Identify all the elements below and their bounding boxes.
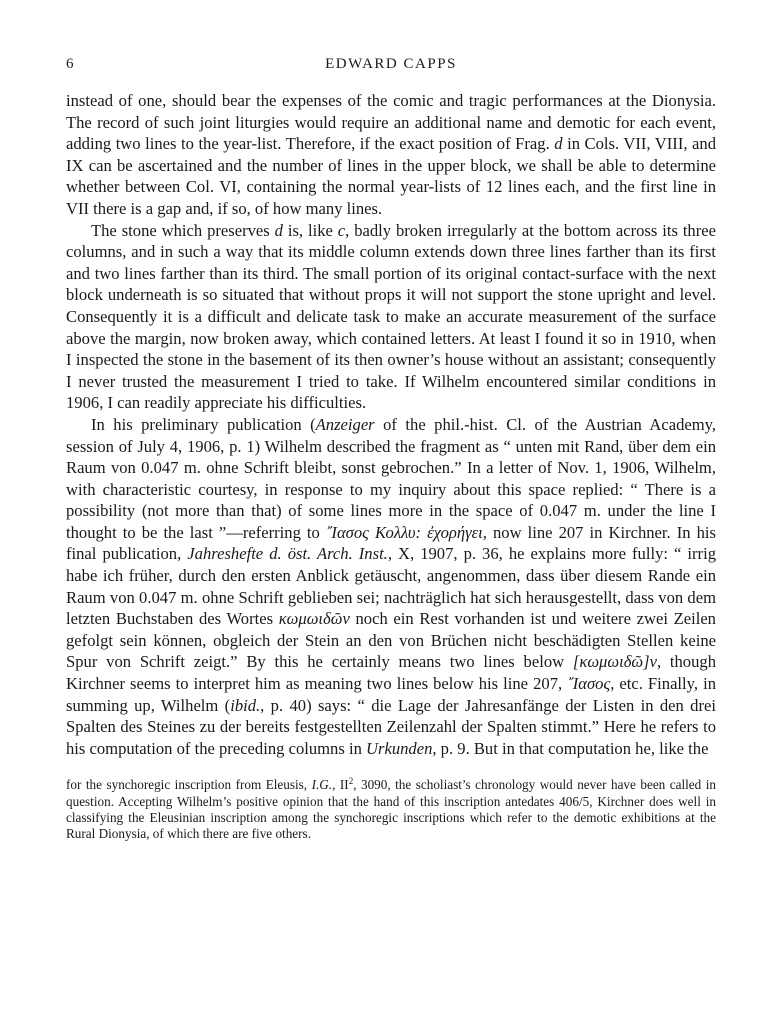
body-text bbox=[66, 90, 716, 759]
running-title: EDWARD CAPPS bbox=[325, 56, 457, 72]
italic-text: κωμωιδῶν bbox=[278, 609, 350, 629]
text-run: of the phil.-hist. Cl. of the Austrian Academy, session of July 4, 1906, p. 1) Wilhelm described the fragment as “ unten mit Rand, über dem ein Raum von 0.047 m. ohne Schrift bleibt, sonst gebrochen.” In a letter of Nov. 1, 1906, Wilhelm, with characteristic courtesy, in response to my inquiry about this space replied: “ There is a possibility (not more than that) of some lines more in the space of 0.047 m. under the line I thought to be the last ”—referring to bbox=[66, 414, 716, 542]
footnote-text bbox=[66, 777, 716, 841]
text-run: instead of one, should bear the expenses of the comic and tragic performances at the Dionysia. The record of such joint liturgies would require an additional name and demotic for each event, adding two lines to the year-list. Therefore, if the exact position of Frag. bbox=[66, 91, 716, 154]
paragraph bbox=[66, 220, 716, 414]
italic-text: ibid. bbox=[230, 695, 261, 715]
italic-text: Jahreshefte d. öst. Arch. Inst. bbox=[187, 544, 388, 564]
italic-text: I.G. bbox=[311, 777, 333, 793]
text-run: In his preliminary publication ( bbox=[91, 414, 316, 434]
page-number: 6 bbox=[66, 56, 75, 72]
italic-text: ῎Ιασος Κολλυ: ἐχορήγει, bbox=[325, 522, 487, 542]
text-run: for the synchoregic inscription from Eleusis, bbox=[66, 777, 312, 793]
text-run: , p. 40) says: “ die Lage der Jahresanfänge der Listen in den drei Spalten des Steines zu der bereits festgestellten Zeilenzahl der Spalten stimmt.” Here he refers to his computation of the preceding columns in bbox=[66, 695, 716, 758]
footnote bbox=[66, 777, 716, 841]
text-run: , 3090, the scholiast’s chronology would never have been called in question. Accepting Wilhelm’s positive opinion that the hand of this inscription antedates 406/5, Kirchner does well in classifying the Eleusinian inscription among the synchoregic inscriptions which refer to the demotic exhibitions at the Rural Dionysia, of which there are five others. bbox=[66, 777, 716, 841]
text-run: , badly broken irregularly at the bottom across its three columns, and in such a way that its middle column extends down three lines farther than its first and two lines farther than its third. The small portion of its original contact-surface with the next block underneath is so situated that without props it will not support the stone upright and level. Consequently it is a difficult and delicate task to make an accurate measurement of the surface above the margin, now broken away, which contained letters. At least I found it so in 1910, when I inspected the stone in the basement of its then owner’s house without an assistant; consequently I never trusted the measurement I tried to take. If Wilhelm encountered similar conditions in 1906, I can readily appreciate his difficulties. bbox=[66, 220, 716, 413]
text-run: , II bbox=[332, 777, 349, 793]
italic-text: d bbox=[554, 134, 563, 154]
text-run: , X, 1907, p. 36, he explains more fully: “ irrig habe ich früher, durch den ersten Anblick getäuscht, angenommen, dass über diesem Rande ein Raum von 0.047 m. ohne Schrift geblieben sei; nachträglich hat sich herausgestellt, dass von dem letzten Buchstaben des Wortes bbox=[66, 544, 716, 629]
italic-text: [κωμωιδῶ]ν bbox=[572, 652, 657, 672]
text-run: , etc. Finally, in summing up, Wilhelm ( bbox=[66, 674, 716, 715]
page bbox=[66, 56, 716, 842]
text-run: , though Kirchner seems to interpret him as meaning two lines below his line 207, bbox=[66, 652, 716, 694]
italic-text: ῎Ιασος bbox=[567, 674, 611, 694]
running-head bbox=[66, 56, 716, 78]
italic-text: Urkunden bbox=[366, 738, 433, 758]
text-run: The stone which preserves bbox=[91, 220, 275, 240]
superscript: 2 bbox=[348, 776, 354, 787]
italic-text: d bbox=[274, 220, 283, 240]
text-run: now line 207 in Kirchner. In his final publication, bbox=[66, 522, 716, 564]
text-run: in Cols. VII, VIII, and IX can be ascertained and the number of lines in the upper block, we shall be able to determine whether between Col. VI, containing the normal year-lists of 12 lines each, and the first line in VII there is a gap and, if so, of how many lines. bbox=[66, 134, 717, 218]
italic-text: Anzeiger bbox=[315, 414, 375, 434]
paragraph bbox=[66, 414, 716, 760]
text-run: noch ein Rest vorhanden ist und weitere zwei Zeilen gefolgt sein können, obgleich der Stein an den von Brüchen nicht beschädigten Stellen keine Spur von Schrift zeigt.” By this he certainly means two lines below bbox=[66, 609, 716, 672]
text-run: , p. 9. But in that computation he, like the bbox=[432, 738, 709, 758]
paragraph bbox=[66, 90, 716, 220]
text-run: is, like bbox=[282, 220, 338, 240]
italic-text: c bbox=[337, 220, 346, 240]
